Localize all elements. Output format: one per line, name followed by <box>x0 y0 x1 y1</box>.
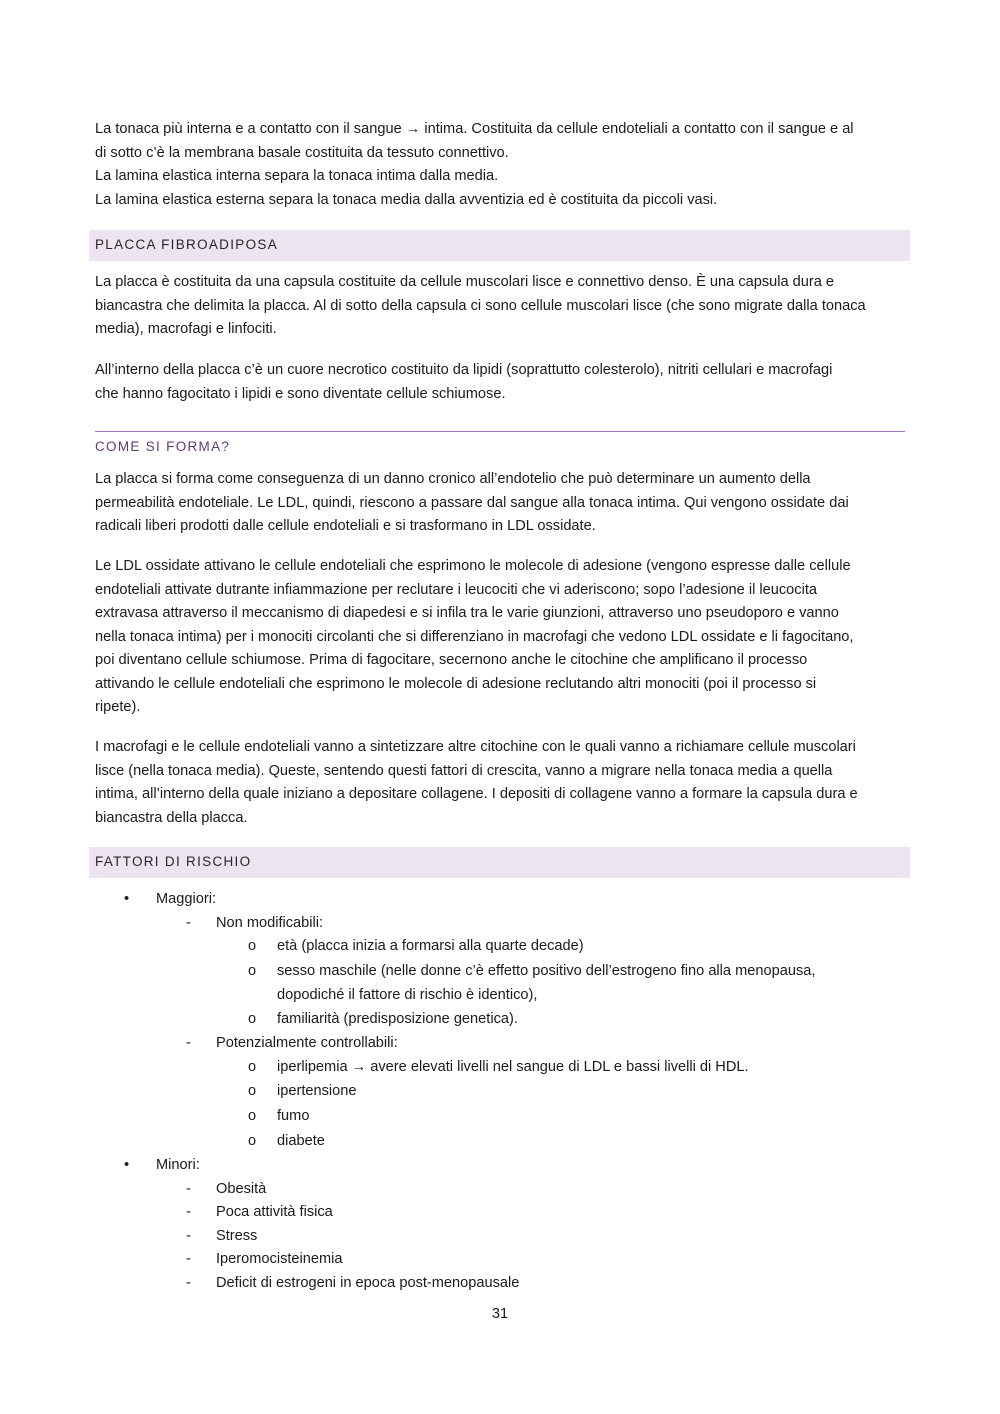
text-line: All’interno della placca c’è un cuore necrotico costituito da lipidi (soprattutto colesterolo), nitriti cellulari e macrofagi <box>95 362 833 378</box>
list-item: Deficit di estrogeni in epoca post-menopausale <box>216 1275 520 1291</box>
text-line: Le LDL ossidate attivano le cellule endoteliali che esprimono le molecole di adesione (vengono espresse dalle cellule <box>95 558 851 574</box>
text-line: La placca si forma come conseguenza di un danno cronico all’endotelio che può determinare un aumento della <box>95 471 811 487</box>
dash-icon: - <box>186 1181 191 1197</box>
text-line: poi diventano cellule schiumose. Prima di fagocitare, secernono anche le citochine che amplificano il processo <box>95 652 808 668</box>
circle-bullet-icon: o <box>248 963 257 979</box>
dash-icon: - <box>186 1228 191 1244</box>
bullet-icon: • <box>124 1157 130 1173</box>
text-line: La placca è costituita da una capsula costituite da cellule muscolari lisce e connettivo denso. È una capsula dura e <box>95 274 835 290</box>
placca-paragraph-1 <box>95 271 905 342</box>
circle-bullet-icon: o <box>248 1059 257 1075</box>
text-line: biancastra che delimita la placca. Al di sotto della capsula ci sono cellule muscolari lisce (che sono migrate dalla tonaca <box>95 297 866 314</box>
list-item: iperlipemia → avere elevati livelli nel sangue di LDL e bassi livelli di HDL. <box>277 1059 749 1075</box>
list-item: Maggiori: <box>156 891 217 907</box>
dash-icon: - <box>186 1204 191 1220</box>
section-heading-band <box>89 230 910 261</box>
list-item: diabete <box>277 1133 325 1149</box>
intro-paragraph <box>95 118 905 212</box>
text-line: endoteliali attivate dutrante infiammazione per reclutare i leucociti che vi aderiscono; sopo l’adesione il leucocita <box>95 581 817 598</box>
section-heading: PLACCA FIBROADIPOSA <box>95 237 278 252</box>
text-line: di sotto c’è la membrana basale costituita da tessuto connettivo. <box>95 144 509 161</box>
dash-icon: - <box>186 915 191 931</box>
text-line: radicali liberi prodotti dalle cellule endoteliali e si trasformano in LDL ossidate. <box>95 518 596 534</box>
page-number: 31 <box>491 1306 509 1322</box>
forma-paragraph-3 <box>95 736 905 830</box>
text-line: La tonaca più interna e a contatto con il sangue → intima. Costituita da cellule endoteliali a contatto con il sangue e al <box>95 121 854 137</box>
circle-bullet-icon: o <box>248 1133 257 1149</box>
list-item: familiarità (predisposizione genetica). <box>277 1011 518 1027</box>
circle-bullet-icon: o <box>248 1108 257 1124</box>
text-line: che hanno fagocitato i lipidi e sono diventate cellule schiumose. <box>95 385 506 402</box>
list-item-continuation: dopodiché il fattore di rischio è identico), <box>277 987 538 1003</box>
list-item: età (placca inizia a formarsi alla quarte decade) <box>277 938 584 954</box>
text-line: attivando le cellule endoteliali che esprimono le molecole di adesione reclutando altri monociti (poi il processo si <box>95 675 817 692</box>
circle-bullet-icon: o <box>248 938 257 954</box>
subheading-rule <box>95 431 905 432</box>
list-item: Potenzialmente controllabili: <box>216 1035 398 1051</box>
text-line: ripete). <box>95 699 141 715</box>
circle-bullet-icon: o <box>248 1011 257 1027</box>
text-line: intima, all’interno della quale iniziano a depositare collagene. I depositi di collagene vanno a formare la capsula dura e <box>95 786 858 802</box>
placca-paragraph-2 <box>95 359 905 406</box>
subsection-heading: COME SI FORMA? <box>95 439 231 454</box>
list-item: Poca attività fisica <box>216 1204 333 1220</box>
list-item: Minori: <box>156 1157 200 1173</box>
forma-paragraph-2 <box>95 555 905 720</box>
dash-icon: - <box>186 1251 191 1267</box>
list-item: Obesità <box>216 1181 267 1197</box>
section-heading: FATTORI DI RISCHIO <box>95 854 252 869</box>
list-item: Non modificabili: <box>216 915 324 931</box>
forma-paragraph-1 <box>95 468 905 539</box>
text-line: extravasa attraverso il meccanismo di diapedesi e si infila tra le varie giunzioni, attraverso uno pseudoporo e vanno <box>95 605 839 621</box>
dash-icon: - <box>186 1275 191 1291</box>
list-item: ipertensione <box>277 1083 357 1099</box>
bullet-icon: • <box>124 891 130 907</box>
text-line: biancastra della placca. <box>95 809 248 826</box>
text-line: permeabilità endoteliale. Le LDL, quindi, riescono a passare dal sangue alla tonaca intima. Qui vengono ossidate dai <box>95 494 849 511</box>
list-item: sesso maschile (nelle donne c’è effetto positivo dell’estrogeno fino alla menopausa, <box>277 963 816 979</box>
section-heading-band <box>89 847 910 878</box>
dash-icon: - <box>186 1035 191 1051</box>
list-item: Iperomocisteinemia <box>216 1251 343 1267</box>
text-line: lisce (nella tonaca media). Queste, sentendo questi fattori di crescita, vanno a migrare nella tonaca media a quella <box>95 762 833 779</box>
text-line: La lamina elastica esterna separa la tonaca media dalla avventizia ed è costituita da piccoli vasi. <box>95 191 718 208</box>
text-line: La lamina elastica interna separa la tonaca intima dalla media. <box>95 168 499 184</box>
text-line: I macrofagi e le cellule endoteliali vanno a sintetizzare altre citochine con le quali vanno a richiamare cellule muscolari <box>95 739 856 755</box>
list-item: Stress <box>216 1228 258 1244</box>
text-line: media), macrofagi e linfociti. <box>95 321 277 337</box>
list-item: fumo <box>277 1108 310 1124</box>
text-line: nella tonaca intima) per i monociti circolanti che si differenziano in macrofagi che vedono LDL ossidate e li fagocitano, <box>95 628 854 645</box>
circle-bullet-icon: o <box>248 1083 257 1099</box>
